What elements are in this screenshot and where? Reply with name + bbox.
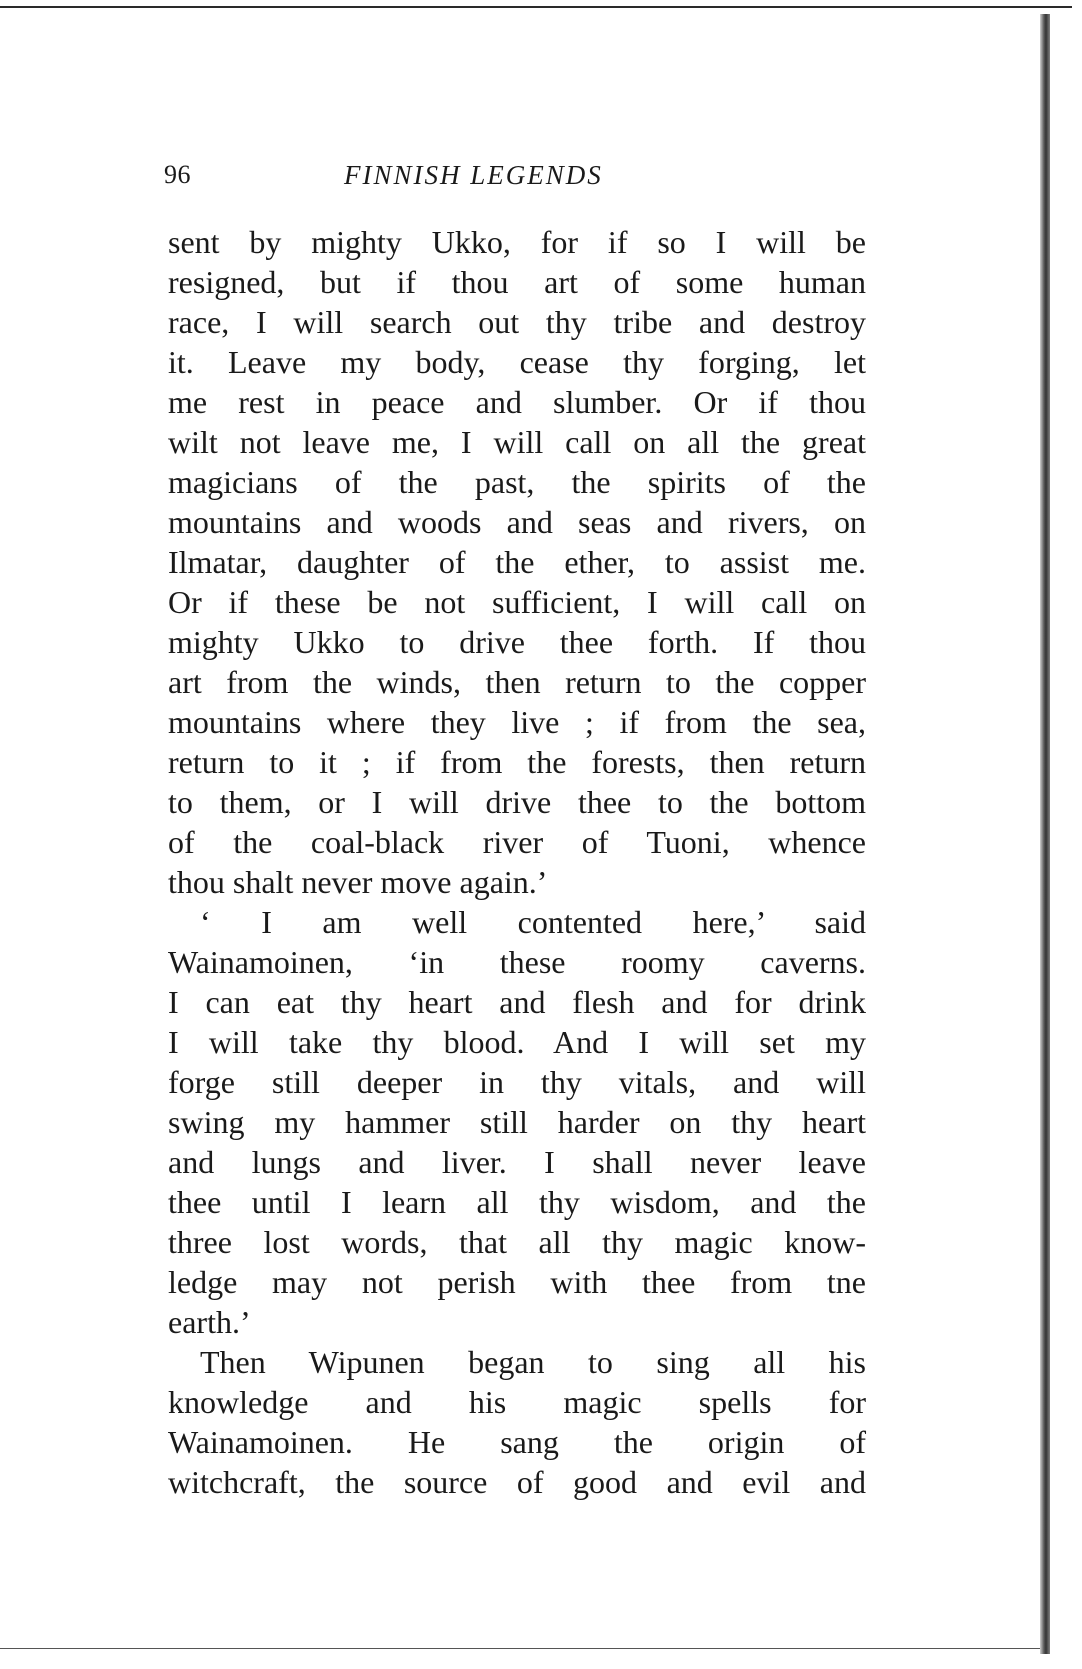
text-line: ledge may not perish with thee from tne bbox=[168, 1264, 866, 1300]
text-line: resigned, but if thou art of some human bbox=[168, 264, 866, 300]
text-line: I can eat thy heart and flesh and for drink bbox=[168, 984, 866, 1020]
text-line: wilt not leave me, I will call on all the great bbox=[168, 424, 866, 460]
text-line: Ilmatar, daughter of the ether, to assist me. bbox=[168, 544, 866, 580]
text-line: mountains where they live ; if from the sea, bbox=[168, 704, 866, 740]
text-line: witchcraft, the source of good and evil and bbox=[168, 1464, 866, 1500]
text-line: Wainamoinen, ‘in these roomy caverns. bbox=[168, 944, 866, 980]
text-line: thee until I learn all thy wisdom, and the bbox=[168, 1184, 866, 1220]
text-line: swing my hammer still harder on thy heart bbox=[168, 1104, 866, 1140]
running-head bbox=[164, 160, 864, 196]
text-line: art from the winds, then return to the copper bbox=[168, 664, 866, 700]
text-line: mighty Ukko to drive thee forth. If thou bbox=[168, 624, 866, 660]
paragraph-start-line: ‘ I am well contented here,’ said bbox=[200, 904, 866, 940]
paragraph-start-line: Then Wipunen began to sing all his bbox=[200, 1344, 866, 1380]
text-line: and lungs and liver. I shall never leave bbox=[168, 1144, 866, 1180]
text-line: knowledge and his magic spells for bbox=[168, 1384, 866, 1420]
text-line: it. Leave my body, cease thy forging, let bbox=[168, 344, 866, 380]
bottom-page-edge bbox=[0, 1648, 1040, 1649]
text-line: race, I will search out thy tribe and destroy bbox=[168, 304, 866, 340]
text-line: mountains and woods and seas and rivers, on bbox=[168, 504, 866, 540]
text-line: earth.’ bbox=[168, 1304, 251, 1340]
page-number: 96 bbox=[164, 160, 191, 189]
body-text bbox=[168, 222, 866, 1502]
top-page-edge bbox=[0, 6, 1072, 8]
text-line: Or if these be not sufficient, I will call on bbox=[168, 584, 866, 620]
text-line: me rest in peace and slumber. Or if thou bbox=[168, 384, 866, 420]
text-line: three lost words, that all thy magic know- bbox=[168, 1224, 866, 1260]
text-line: Wainamoinen. He sang the origin of bbox=[168, 1424, 866, 1460]
text-line: thou shalt never move again.’ bbox=[168, 864, 548, 900]
text-line: of the coal-black river of Tuoni, whence bbox=[168, 824, 866, 860]
text-line: return to it ; if from the forests, then return bbox=[168, 744, 866, 780]
text-line: I will take thy blood. And I will set my bbox=[168, 1024, 866, 1060]
running-title: FINNISH LEGENDS bbox=[344, 160, 603, 190]
text-line: forge still deeper in thy vitals, and will bbox=[168, 1064, 866, 1100]
binding-spine-shadow bbox=[1040, 14, 1050, 1654]
text-line: sent by mighty Ukko, for if so I will be bbox=[168, 224, 866, 260]
text-line: to them, or I will drive thee to the bottom bbox=[168, 784, 866, 820]
text-line: magicians of the past, the spirits of the bbox=[168, 464, 866, 500]
